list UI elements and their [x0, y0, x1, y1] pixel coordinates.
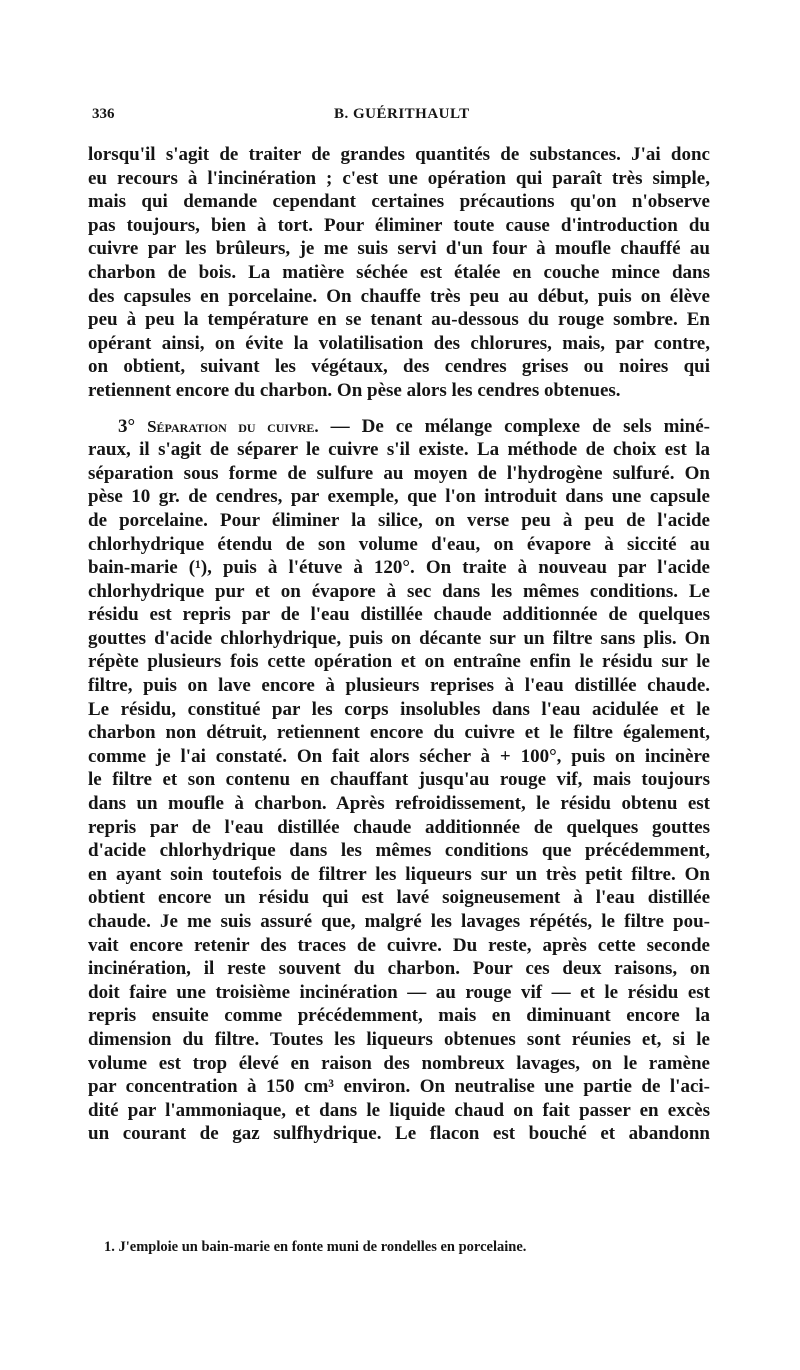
text-line: retiennent encore du charbon. On pèse alors les cendres obtenues.: [88, 379, 621, 401]
text-line: doit faire une troisième incinération — au rouge vif — et le résidu est: [88, 981, 710, 1003]
text-line: dans un moufle à charbon. Après refroidissement, le résidu obtenu est: [88, 793, 710, 815]
text-line: volume est trop élevé en raison des nombreux lavages, on le ramène: [88, 1052, 710, 1074]
section-heading-line: [88, 415, 710, 439]
text-line: séparation sous forme de sulfure au moyen de l'hydrogène sulfuré. On: [88, 462, 710, 484]
text-line: filtre, puis on lave encore à plusieurs reprises à l'eau distillée chaude.: [88, 675, 710, 697]
running-head: B. GUÉRITHAULT: [334, 106, 470, 122]
text-line: résidu est repris par de l'eau distillée chaude additionnée de quelques: [88, 604, 710, 626]
text-line: vait encore retenir des traces de cuivre. Du reste, après cette seconde: [88, 934, 710, 956]
section-number: 3°: [118, 415, 136, 437]
text-line: en ayant soin toutefois de filtrer les liqueurs sur un très petit filtre. On: [88, 863, 710, 885]
paragraph-gap: [88, 403, 710, 415]
text-line: repris par de l'eau distillée chaude additionnée de quelques gouttes: [88, 816, 710, 838]
text-line: dité par l'ammoniaque, et dans le liquide chaud on fait passer en excès: [88, 1099, 710, 1121]
paragraph-copper-separation: [88, 415, 710, 1146]
text-line: par concentration à 150 cm³ environ. On neutralise une partie de l'aci-: [88, 1076, 710, 1098]
text-line: répète plusieurs fois cette opération et on entraîne enfin le résidu sur le: [88, 651, 710, 673]
text-line: charbon non détruit, retiennent encore du cuivre et le filtre également,: [88, 722, 710, 744]
section-title: Séparation du cuivre.: [147, 416, 319, 436]
page-number: 336: [92, 106, 115, 122]
text-line: des capsules en porcelaine. On chauffe très peu au début, puis on élève: [88, 285, 710, 307]
text-line: Le résidu, constitué par les corps insolubles dans l'eau acidulée et le: [88, 698, 710, 720]
text-line: chlorhydrique pur et on évapore à sec dans les mêmes conditions. Le: [88, 580, 710, 602]
text-line: de porcelaine. Pour éliminer la silice, on verse peu à peu de l'acide: [88, 509, 710, 531]
paragraph-incineration: [88, 143, 710, 403]
text-line: chlorhydrique étendu de son volume d'eau, on évapore à siccité au: [88, 533, 710, 555]
text-line: on obtient, suivant les végétaux, des cendres grises ou noires qui: [88, 356, 710, 378]
text-line: cuivre par les brûleurs, je me suis servi d'un four à moufle chauffé au: [88, 238, 710, 260]
text-line: pèse 10 gr. de cendres, par exemple, que l'on introduit dans une capsule: [88, 486, 710, 508]
text-line: eu recours à l'incinération ; c'est une opération qui paraît très simple,: [88, 167, 710, 189]
text-line: peu à peu la température en se tenant au-dessous du rouge sombre. En: [88, 309, 710, 331]
section-first-line: — De ce mélange complexe de sels miné-: [330, 415, 710, 437]
text-line: dimension du filtre. Toutes les liqueurs obtenues sont réunies et, si le: [88, 1028, 710, 1050]
text-line: opérant ainsi, on évite la volatilisation des chlorures, mais, par contre,: [88, 332, 710, 354]
footnote: 1. J'emploie un bain-marie en fonte muni de rondelles en porcelaine.: [104, 1239, 527, 1255]
page-body: [88, 143, 710, 1146]
text-line: un courant de gaz sulfhydrique. Le flacon est bouché et abandonn: [88, 1123, 710, 1145]
text-line: bain-marie (¹), puis à l'étuve à 120°. On traite à nouveau par l'acide: [88, 557, 710, 579]
text-line: chaude. Je me suis assuré que, malgré les lavages répétés, le filtre pou-: [88, 911, 710, 932]
text-line: incinération, il reste souvent du charbon. Pour ces deux raisons, on: [88, 958, 710, 980]
text-line: gouttes d'acide chlorhydrique, puis on décante sur un filtre sans plis. On: [88, 627, 710, 649]
text-line: pas toujours, bien à tort. Pour éliminer toute cause d'introduction du: [88, 214, 710, 236]
text-line: mais qui demande cependant certaines précautions qu'on n'observe: [88, 191, 710, 213]
page-header: [92, 106, 708, 130]
text-line: comme je l'ai constaté. On fait alors sécher à + 100°, puis on incinère: [88, 745, 710, 767]
text-line: charbon de bois. La matière séchée est étalée en couche mince dans: [88, 261, 710, 283]
text-line: raux, il s'agit de séparer le cuivre s'il existe. La méthode de choix est la: [88, 439, 710, 461]
text-line: d'acide chlorhydrique dans les mêmes conditions que précédemment,: [88, 840, 710, 862]
text-line: repris ensuite comme précédemment, mais en diminuant encore la: [88, 1005, 710, 1027]
text-line: obtient encore un résidu qui est lavé soigneusement à l'eau distillée: [88, 887, 710, 909]
text-line: le filtre et son contenu en chauffant jusqu'au rouge vif, mais toujours: [88, 769, 710, 791]
text-line: lorsqu'il s'agit de traiter de grandes quantités de substances. J'ai donc: [88, 144, 710, 165]
